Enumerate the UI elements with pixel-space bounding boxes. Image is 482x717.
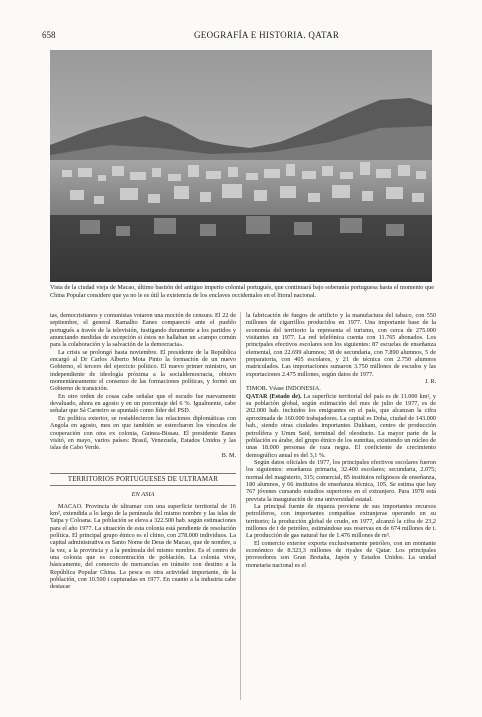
paragraph: En otro orden de cosas cabe señalar que el escudo fue nuevamente devaluado, ahora en agosto y en un porcentaje del 6 %. Igualmente, cabe señalar que Sá Carneiro se apuntaló como líder del PSD. (50, 392, 236, 415)
city-view-illustration (50, 50, 432, 282)
macao-paragraph (50, 503, 236, 591)
page-number: 658 (42, 30, 56, 40)
photo-caption: Vista de la ciudad vieja de Macao, último bastión del antiguo imperio colonial portugués, que continuará bajo soberanía portuguesa hasta el momento que China Popular considere que ya no le es útil la existencia de los enclaves occidentales en el litoral nacional. (50, 284, 434, 299)
column-divider (240, 312, 241, 700)
left-column (50, 312, 236, 591)
subsection-title: EN ASIA (131, 491, 155, 499)
paragraph: La principal fuente de riqueza proviene de sus importantes recursos petrolíferos, con importantes compañías extranjeras operando en su territorio; la producción global de crudo, en 1977, alcanzó la cifra de 23,2 millones de t de petróleo, estimándose sus reservas en de 674 millones de t. La producción de gas natural fue de 1.476 millones de m³. (246, 502, 436, 540)
running-title: GEOGRAFÍA E HISTORIA. QATAR (194, 30, 340, 40)
right-column (246, 312, 436, 569)
paragraph: En política exterior, se restablecieron las relaciones diplomáticas con Angola en agosto, mes en que también se estrecharon los vínculos de cooperación con otra ex colonia, Guinea-Bissau. El presidente Eanes visitó, en mayo, varios países: Brasil, Venezuela, Estados Unidos y las islas de Cabo Verde. (50, 414, 236, 452)
paragraph: El comercio exterior exporta exclusivamente petróleo, con un montante económico de 8.323,3 millones de riyales de Qatar. Los principales proveedores son Gran Bretaña, Japón y Estados Unidos. La unidad monetaria nacional es el (246, 539, 436, 569)
macao-photograph (50, 50, 432, 282)
paragraph: Según datos oficiales de 1977, los principales efectivos escolares fueron los siguientes: enseñanza primaria, 32.400 escolares; secundaria, 2.075; normal del magisterio, 315; comercial, 85 institutos religiosos de enseñanza, 180 alumnos, y 66 institutos de enseñanza técnica, 105. Se estima que hay 767 jóvenes cursando estudios superiores en el extranjero. Para 1978 está prevista la inauguración de una universidad estatal. (246, 458, 436, 503)
author-signature: J. R. (424, 378, 436, 386)
timor-reference: TIMOR. Véase INDONESIA. (246, 385, 321, 393)
author-signature: B. M. (221, 451, 236, 459)
section-title: TERRITORIOS PORTUGUESES DE ULTRAMAR (50, 473, 236, 486)
macao-text: Provincia de ultramar con una superficie territorial de 16 km², extendida a lo largo de la península del mismo nombre y las islas de Taipa y Coloana. La población se eleva a 322.500 hab. según estimaciones para el año 1977. La situación de esta colonia está pendiente de resolución política. El principal grupo étnico es el chino, con 278.000 individuos. La capital administrativa es Santo Nome de Deus de Macao, que de nombre, a la vez, a la provincia y a la península del mismo nombre. Es el centro de una colonia que es concentración de población. La colonia vive, básicamente, del comercio de mercancías en tránsito con destino a la República Popular China. La pesca es otra actividad importante, de la población, con 10.500 t capturadas en 1977. En cuanto a la industria cabe destacar (50, 502, 236, 591)
qatar-paragraph (246, 393, 436, 459)
macao-heading: MACAO. (58, 502, 83, 510)
page-header (42, 30, 438, 44)
paragraph: La crisis se prolongó hasta noviembre. El presidente de la República encargó al Dr Carlos Alberto Mota Pinto la formación de un nuevo Gobierno, el tercero del ejercicio político. El nuevo primer ministro, un independiente de ideología próxima a la socialdemocracia, obtuvo momentáneamente el consenso de las formaciones políticas, y formó un Gobierno de transición. (50, 348, 236, 393)
qatar-text: La superficie territorial del país es de 11.000 km², y su población global, según estimación del mes de julio de 1977, es de 202.000 hab. incluidos los emigrantes en el país, que alcanzan la cifra aproximada de 160.000 trabajadores. La capital es Doha, ciudad de 143.000 hab., siendo otras ciudades importantes Dukham, centro de producción petrolífera y Umm Said, terminal del oleoducto. La mayor parte de la población es árabe, del grupo étnico de los sunnitas, existiendo un núcleo de unas 18.000 personas de raza negra. El coeficiente de crecimiento demográfico anual es del 3,1 %. (246, 392, 436, 459)
paragraph: tas, democristianos y comunistas votaron una moción de censura. El 22 de septiembre, el general Ramalho Eanes compareció ante el pueblo portugués a través de la televisión, fustigando duramente a los partidos y anunciando medidas de excepción si éstos no hallaban un «campo común para la colaboración y la salvación de la democracia». (50, 312, 236, 349)
paragraph: la fabricación de fuegos de artificio y la manufactura del tabaco, con 550 millones de cigarrillos producidos en 1977. Una importante base de la economía del territorio la representa el turismo, con cerca de 275.000 visitantes en 1977. La red telefónica cuenta con 11.765 abonados. Los principales efectivos escolares son los siguientes: 87 escuelas de enseñanza elemental, con 22.699 alumnos; 38 de secundaria, con 7.890 alumnos, 5 de preparatoria, con 405 escolares, y 21 de técnica con 2.750 alumnos matriculados. Las importaciones sumaron 3.750 millones de escudos y las exportaciones 2.475 millones, según datos de 1977. (246, 312, 436, 378)
qatar-heading: QATAR (Estado de). (246, 392, 302, 400)
